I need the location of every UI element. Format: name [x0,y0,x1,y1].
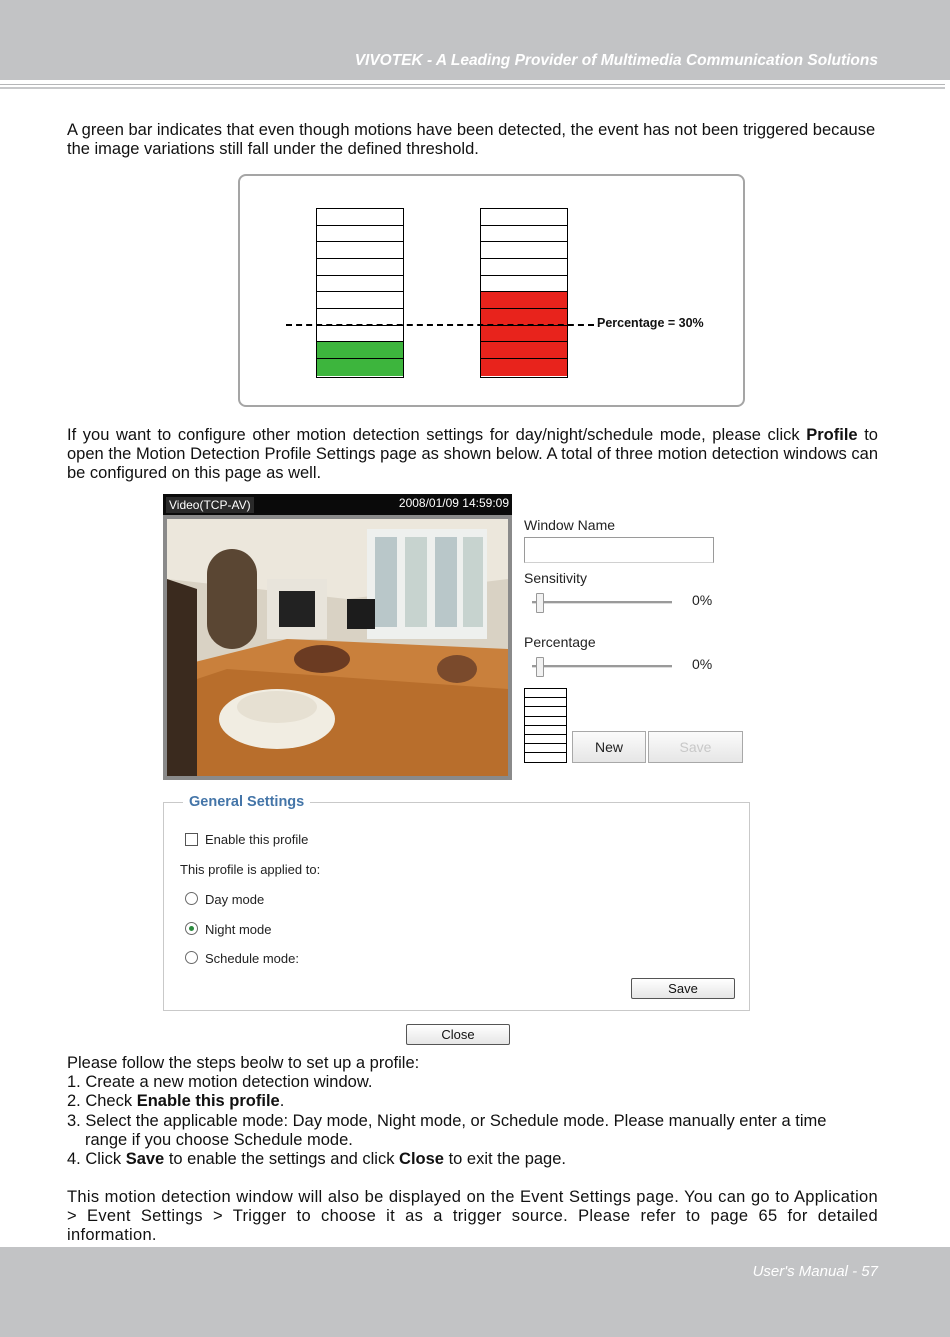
schedule-mode-radio[interactable] [185,951,198,964]
page-footer [0,1247,950,1337]
percentage-slider[interactable] [532,665,672,668]
night-mode-radio[interactable] [185,922,198,935]
bar-cell [481,226,567,243]
applied-to-label: This profile is applied to: [180,862,321,877]
bar-cell [481,242,567,259]
percentage-slider-handle[interactable] [536,657,544,677]
enable-profile-label: Enable this profile [205,832,309,847]
video-title: Video(TCP-AV) [166,497,254,513]
bar-cell [317,292,403,309]
sensitivity-label: Sensitivity [524,570,588,586]
detection-bar-green [316,208,404,378]
sensitivity-slider-handle[interactable] [536,593,544,613]
threshold-line [286,324,594,326]
bar-cell [317,359,403,376]
sensitivity-slider[interactable] [532,601,672,604]
window-name-label: Window Name [524,517,616,533]
enable-profile-checkbox[interactable] [185,833,198,846]
profile-text-before: If you want to configure other motion detection settings for day/night/schedule mode, please click [67,426,807,444]
bar-cell [317,226,403,243]
save-window-button[interactable]: Save [648,731,743,763]
closing-paragraph: This motion detection window will also be displayed on the Event Settings page. You can go to Application > Event Settings > Trigger to choose it as a trigger source. Please refer to page 65 for detailed information. [67,1188,878,1245]
day-mode-radio[interactable] [185,892,198,905]
sensitivity-value: 0% [692,592,713,608]
bar-cell [481,276,567,293]
motion-level-meter [524,688,567,763]
bar-cell [481,292,567,309]
bar-cell [481,342,567,359]
step-4: 4. Click Save to enable the settings and click Close to exit the page. [67,1150,566,1169]
percentage-value: 0% [692,656,713,672]
bar-cell [317,342,403,359]
profile-paragraph [67,426,878,484]
window-name-input[interactable] [524,537,714,563]
profile-bold: Profile [806,426,858,444]
bar-cell [317,209,403,226]
room-photo [167,519,508,776]
bar-cell [481,326,567,343]
close-button[interactable]: Close [406,1024,510,1045]
bar-cell [317,276,403,293]
video-timestamp: 2008/01/09 14:59:09 [398,496,509,510]
header-rule-secondary [0,87,945,89]
profile-text-after: to open the Motion Detection Profile Settings page as shown below. A total of three motion detection windows can be configured on this page as well. [67,426,878,483]
page-number: User's Manual - 57 [752,1263,878,1280]
intro-paragraph: A green bar indicates that even though motions have been detected, the event has not been triggered because the image variations still fall under the defined threshold. [67,121,876,159]
schedule-mode-label: Schedule mode: [205,951,299,966]
header-rule [0,84,945,85]
step-1: 1. Create a new motion detection window. [67,1073,373,1092]
video-title-bar [163,494,512,515]
bar-cell [317,242,403,259]
day-mode-label: Day mode [205,892,265,907]
bar-cell [317,326,403,343]
threshold-figure [238,174,745,407]
night-mode-label: Night mode [205,922,272,937]
step-3: 3. Select the applicable mode: Day mode, Night mode, or Schedule mode. Please manually enter a time [67,1111,827,1130]
new-window-button[interactable]: New [572,731,646,763]
video-preview [163,494,512,780]
step-2: 2. Check Enable this profile. [67,1092,285,1111]
bar-cell [481,209,567,226]
bar-cell [481,259,567,276]
bar-cell [317,259,403,276]
steps-list [67,1054,878,1169]
step-3-continued: range if you choose Schedule mode. [85,1130,353,1149]
header-title: VIVOTEK - A Leading Provider of Multimedia Communication Solutions [354,52,878,69]
steps-intro: Please follow the steps beolw to set up a profile: [67,1054,420,1072]
video-image[interactable] [167,519,508,776]
general-settings-legend: General Settings [183,794,310,810]
save-profile-button[interactable]: Save [631,978,735,999]
detection-bar-red [480,208,568,378]
percentage-label: Percentage [524,634,596,650]
page-header [0,0,950,80]
bar-cell [481,359,567,376]
threshold-label: Percentage = 30% [597,316,704,330]
